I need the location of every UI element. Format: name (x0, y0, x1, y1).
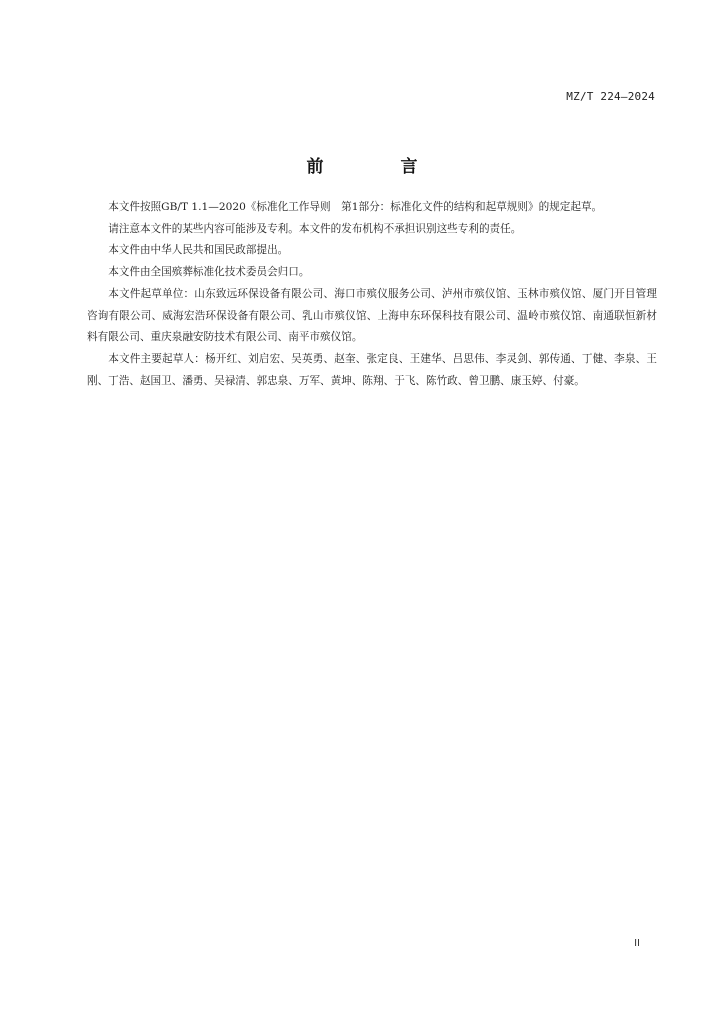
paragraph-drafters: 本文件主要起草人：杨开红、刘启宏、吴英勇、赵奎、张定良、王建华、吕思伟、李灵剑、郭传通、丁健、李泉、王刚、丁浩、赵国卫、潘勇、吴禄清、郭忠泉、万军、黄坤、陈翔、于飞、陈竹政、曾卫鹏、康玉婷、付豪。 (87, 352, 657, 387)
paragraph-proposer: 本文件由中华人民共和国民政部提出。 (108, 244, 289, 257)
paragraph-committee: 本文件由全国殡葬标准化技术委员会归口。 (108, 266, 310, 279)
foreword-body (87, 197, 657, 392)
page-number: II (634, 938, 640, 949)
paragraph-patent-notice: 请注意本文件的某些内容可能涉及专利。本文件的发布机构不承担识别这些专利的责任。 (108, 222, 522, 235)
page-title: 前 言 (306, 157, 448, 177)
paragraph-drafting-rules: 本文件按照GB/T 1.1—2020《标准化工作导则 第1部分：标准化文件的结构和起草规则》的规定起草。 (108, 201, 603, 213)
standard-code: MZ/T 224—2024 (566, 90, 655, 103)
paragraph-drafting-units: 本文件起草单位：山东致远环保设备有限公司、海口市殡仪服务公司、泸州市殡仪馆、玉林市殡仪馆、厦门开目管理咨询有限公司、威海宏浩环保设备有限公司、乳山市殡仪馆、上海申东环保科技有限公司、温岭市殡仪馆、南通联恒新材料有限公司、重庆泉融安防技术有限公司、南平市殡仪馆。 (87, 287, 657, 344)
